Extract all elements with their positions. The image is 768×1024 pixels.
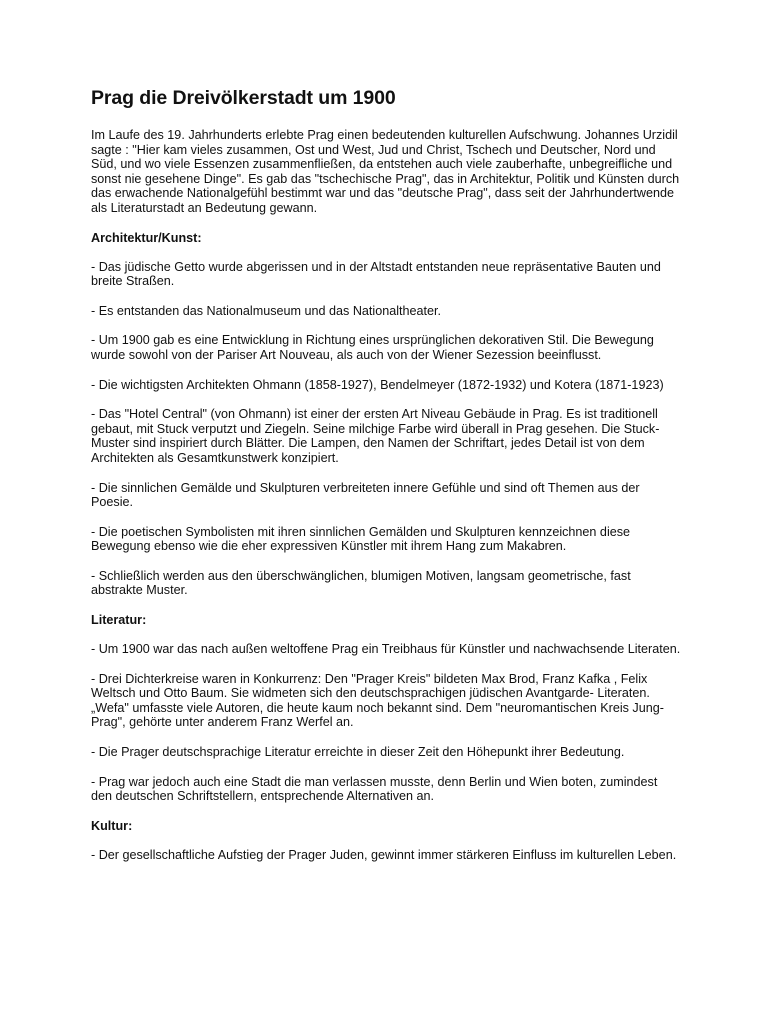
literatur-item: - Prag war jedoch auch eine Stadt die man verlassen musste, denn Berlin und Wien boten, zumindest den deutschen Schriftstellern, entsprechende Alternativen an. <box>91 774 658 804</box>
architektur-item: - Um 1900 gab es eine Entwicklung in Richtung eines ursprünglichen dekorativen Stil. Die Bewegung wurde sowohl von der Pariser Art Nouveau, als auch von der Wiener Sezession beeinflusst. <box>91 333 654 362</box>
section-heading-literatur: Literatur: <box>91 613 147 628</box>
document-title: Prag die Dreivölkerstadt um 1900 <box>91 87 396 109</box>
architektur-item: - Die wichtigsten Architekten Ohmann (1858-1927), Bendelmeyer (1872-1932) und Kotera (1871-1923) <box>91 377 664 392</box>
section-heading-architektur: Architektur/Kunst: <box>91 230 202 245</box>
kultur-item: - Der gesellschaftliche Aufstieg der Prager Juden, gewinnt immer stärkeren Einfluss im kulturellen Leben. <box>91 847 677 862</box>
architektur-item: - Das jüdische Getto wurde abgerissen und in der Altstadt entstanden neue repräsentative Bauten und breite Straßen. <box>91 259 661 289</box>
section-heading-kultur: Kultur: <box>91 818 133 833</box>
literatur-item: - Um 1900 war das nach außen weltoffene Prag ein Treibhaus für Künstler und nachwachsende Literaten. <box>91 642 681 657</box>
literatur-item: - Die Prager deutschsprachige Literatur erreichte in dieser Zeit den Höhepunkt ihrer Bedeutung. <box>91 745 625 760</box>
intro-paragraph: Im Laufe des 19. Jahrhunderts erlebte Prag einen bedeutenden kulturellen Aufschwung. Johannes Urzidil sagte : "Hier kam vieles zusammen, Ost und West, Jud und Christ, Tschech und Deutscher, Nord und Süd, und wo viele Essenzen zusammenfließen, da entstehen auch viele zauberhafte, unbegreifliche und sonst nie gesehene Dinge". Es gab das "tschechische Prag", das in Architektur, Politik und Künsten durch das erwachende Nationalgefühl bestimmt war und das "deutsche Prag", dass seit der Jahrhundertwende als Literaturstadt an Bedeutung gewann. <box>91 128 680 215</box>
architektur-item: - Das "Hotel Central" (von Ohmann) ist einer der ersten Art Niveau Gebäude in Prag. Es ist traditionell gebaut, mit Stuck verputzt und Ziegeln. Seine milchige Farbe wird überall in Prag gesehen. Die Stuck-Muster sind inspiriert durch Blätter. Die Lampen, den Namen der Schriftart, jedes Detail ist von dem Architekten als Gesamtkunstwerk konzipiert. <box>91 407 660 465</box>
architektur-item: - Die sinnlichen Gemälde und Skulpturen verbreiteten innere Gefühle und sind oft Themen aus der Poesie. <box>91 480 640 510</box>
literatur-item: - Drei Dichterkreise waren in Konkurrenz: Den "Prager Kreis" bildeten Max Brod, Franz Kafka , Felix Weltsch und Otto Baum. Sie widmeten sich den deutschsprachigen jüdischen Avantgarde- Literaten. „Wefa" umfasste viele Autoren, die heute kaum noch bekannt sind. Dem "neuromantischen Kreis Jung-Prag", gehörte unter anderem Franz Werfel an. <box>91 671 664 730</box>
architektur-item: - Es entstanden das Nationalmuseum und das Nationaltheater. <box>91 303 442 318</box>
architektur-item: - Die poetischen Symbolisten mit ihren sinnlichen Gemälden und Skulpturen kennzeichnen diese Bewegung ebenso wie die eher expressiven Künstler mit ihrem Hang zum Makabren. <box>91 524 631 554</box>
architektur-item: - Schließlich werden aus den überschwänglichen, blumigen Motiven, langsam geometrische, fast abstrakte Muster. <box>91 568 631 598</box>
document-page <box>91 86 681 877</box>
